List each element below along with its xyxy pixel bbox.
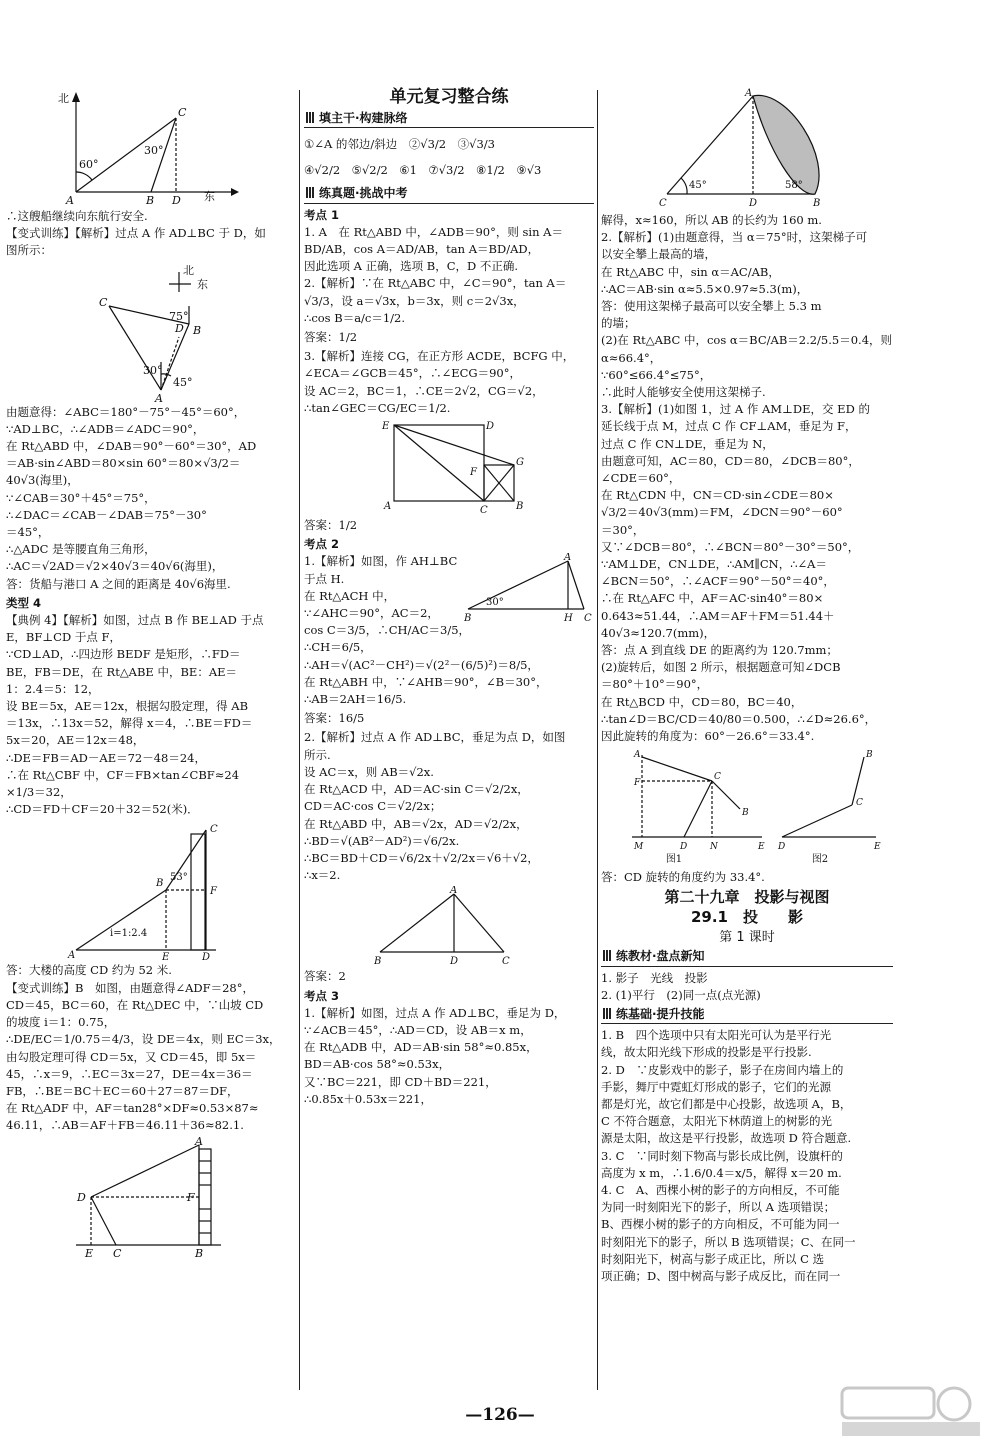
svg-text:D: D (680, 842, 688, 853)
text-line: √3/3，设 a＝√3x，b＝3x，则 c＝2√3x， (304, 293, 525, 308)
text-line: 40√3(海里)， (6, 473, 79, 488)
text-line: 3.【解析】(1)如图 1，过 A 作 AM⊥DE，交 ED 的 (601, 402, 870, 417)
text-line: 46.11，∴AB＝AF＋FB＝46.11＋36≈82.1. (6, 1118, 244, 1133)
svg-text:D: D (77, 1190, 86, 1204)
text-line: 都是灯光，故它们都是中心投影，故选项 A，B， (601, 1096, 852, 1111)
text-line: 在 Rt△ADB 中，AD＝AB·sin 58°≈0.85x， (304, 1040, 538, 1055)
svg-text:M: M (634, 842, 644, 853)
text-line: ＝80°＋10°＝90°， (601, 677, 709, 692)
answer-line: 答案：16/5 (304, 711, 365, 726)
text-line: 在 Rt△ABD 中，∠DAB＝90°－60°＝30°，AD (6, 439, 257, 454)
text-line: 项正确；D、图中树高与影子成反比，而在同一 (601, 1268, 841, 1283)
svg-text:F: F (210, 886, 217, 898)
text-line: 【典例 4】【解析】如图，过点 B 作 BE⊥AD 于点 (6, 613, 264, 628)
text-line: 在 Rt△ABC 中，sin α＝AC/AB， (601, 264, 780, 279)
text-line: 答：CD 旋转的角度约为 33.4°. (601, 869, 765, 884)
svg-text:B: B (146, 194, 155, 206)
text-line: 又∵∠DCB＝80°，∴∠BCN＝80°－30°＝50°， (601, 539, 860, 554)
svg-text:C: C (659, 198, 667, 209)
svg-text:30°: 30° (143, 363, 163, 377)
section-bar-textbook: 练教材·盘点新知 (601, 948, 893, 966)
watermark-logo (836, 1382, 986, 1440)
text-line: BD/AB，cos A＝AD/AB，tan A＝BD/AD， (304, 242, 540, 257)
lesson-title: 第 1 课时 (719, 930, 775, 946)
svg-text:A: A (450, 886, 458, 897)
text-line: 1：2.4＝5：12， (6, 681, 100, 696)
svg-text:N: N (710, 842, 718, 853)
svg-text:D: D (175, 321, 184, 335)
text-line: ＝13x，∴13x＝52，解得 x＝4，∴BE＝FD＝ (6, 716, 253, 731)
text-line: 于点 H. (304, 571, 345, 586)
text-line: ∴BC＝BD＋CD＝√6/2x＋√2/2x＝√6＋√2， (304, 850, 539, 865)
text-line: 由题意得：∠ABC＝180°－75°－45°＝60°， (6, 404, 246, 419)
text-line: ∴∠DAC＝∠CAB－∠DAB＝75°－30° (6, 507, 207, 522)
figure-triangle-abc (374, 886, 524, 966)
text-line: 在 Rt△ACD 中，AD＝AC·sin C＝√2/2x， (304, 782, 529, 797)
text-line: C 不符合题意，太阳光下林荫道上的树影的光 (601, 1114, 832, 1129)
text-line: 延长线于点 M，过点 C 作 CF⊥AM，垂足为 F， (601, 419, 857, 434)
text-line: ∴x＝2. (304, 868, 341, 883)
text-line: BD＝AB·cos 58°≈0.53x， (304, 1057, 451, 1072)
text-line: 因此旋转的角度为：60°－26.6°＝33.4°. (601, 729, 815, 744)
text-line: FB，∴BE＝BC＋EC＝60＋27＝87＝DF， (6, 1083, 239, 1098)
svg-text:53°: 53° (170, 872, 188, 884)
text-line: ∴BD＝√(AB²－AD²)＝√6/2x. (304, 833, 460, 848)
svg-text:B: B (156, 878, 164, 890)
figure-lake-triangle (657, 88, 837, 210)
text-line: 源是太阳，故这是平行投影，故选项 D 符合题意. (601, 1131, 852, 1146)
svg-text:B: B (813, 198, 821, 209)
figure-ship-east (56, 88, 246, 206)
text-line: 2.【解析】(1)由题意得，当 α＝75°时，这架梯子可 (601, 230, 868, 245)
text-line: ×1/3＝32， (6, 785, 72, 800)
text-line: 的墙； (601, 316, 636, 331)
svg-text:F: F (470, 467, 477, 479)
text-line: ＝30°， (601, 522, 645, 537)
text-line: 答：货船与港口 A 之间的距离是 40√6海里. (6, 576, 231, 591)
text-line: CD＝AC·cos C＝√2/2x； (304, 799, 442, 814)
text-line: 40√3≈120.7(mm)， (601, 625, 716, 640)
kaodian-heading: 考点 3 (304, 988, 340, 1003)
text-line: 过点 C 作 CN⊥DE，垂足为 N， (601, 436, 774, 451)
text-line: 时刻阳光下的影子，所以 B 选项错误；C、在同一 (601, 1234, 856, 1249)
svg-text:北: 北 (58, 92, 69, 105)
svg-text:B: B (516, 501, 524, 513)
text-line: ∵CD⊥AD，∴四边形 BEDF 是矩形，∴FD＝ (6, 647, 241, 662)
svg-text:D: D (450, 956, 459, 967)
svg-text:30°: 30° (486, 597, 504, 609)
column-divider-right (597, 90, 598, 1390)
svg-text:C: C (502, 956, 510, 967)
text-line: 高度为 x m，∴1.6/0.4＝x/5，解得 x＝20 m. (601, 1165, 842, 1180)
svg-text:D: D (749, 198, 758, 209)
svg-text:C: C (714, 772, 721, 783)
text-line: α≈66.4°， (601, 350, 662, 365)
svg-text:F: F (187, 1190, 195, 1204)
text-line: 【变式训练】【解析】过点 A 作 AD⊥BC 于 D，如 (6, 226, 266, 241)
text-line: 由题意可知，AC＝80，CD＝80，∠DCB＝80°， (601, 453, 860, 468)
text-line: ∴在 Rt△AFC 中，AF＝AC·sin40°＝80× (601, 591, 824, 606)
figure-compass-triangle (51, 262, 251, 402)
text-line: BE，FB＝DE，在 Rt△ABE 中，BE：AE＝ (6, 664, 238, 679)
type-heading: 类型 4 (6, 595, 42, 610)
svg-text:A: A (66, 194, 74, 206)
svg-text:B: B (866, 750, 873, 761)
text-line: ∴CD＝FD＋CF＝20＋32＝52(米)． (6, 802, 199, 817)
text-line: 2.【解析】过点 A 作 AD⊥BC，垂足为点 D，如图 (304, 730, 566, 745)
figure2-caption: 图2 (811, 854, 829, 866)
text-line: 2.【解析】∵在 Rt△ABC 中，∠C＝90°，tan A＝ (304, 276, 567, 291)
svg-text:东: 东 (204, 190, 215, 203)
text-line: ＝45°， (6, 525, 50, 540)
text-line: 设 AC＝x，则 AB＝√2x. (304, 764, 434, 779)
text-line: ∠CDE＝60°， (601, 471, 681, 486)
answer-line: 答案：2 (304, 969, 346, 984)
svg-text:D: D (778, 842, 786, 853)
kaodian-heading: 考点 1 (304, 207, 340, 222)
text-line: 线，故太阳光线下形成的投影是平行投影. (601, 1045, 812, 1060)
text-line: ∴DE/EC＝1/0.75＝4/3，设 DE＝4x，则 EC＝3x， (6, 1032, 281, 1047)
svg-text:B: B (742, 808, 749, 819)
text-line: ∴此时人能够安全使用这架梯子. (601, 385, 766, 400)
text-line: 在 Rt△CDN 中，CN＝CD·sin∠CDE＝80× (601, 488, 834, 503)
text-line: 答：大楼的高度 CD 约为 52 米. (6, 963, 172, 978)
text-line: ∴cos B＝a/c＝1/2. (304, 310, 406, 325)
svg-text:E: E (874, 842, 881, 853)
text-line: 1. A 在 Rt△ABD 中，∠ADB＝90°，则 sin A＝ (304, 224, 563, 239)
text-line: 因此选项 A 正确，选项 B，C，D 不正确. (304, 259, 519, 274)
text-line: cos C＝3/5，∴CH/AC＝3/5， (304, 623, 471, 638)
text-line: ∵AD⊥BC，∴∠ADB＝∠ADC＝90°， (6, 421, 205, 436)
text-line: ∴这艘船继续向东航行安全. (6, 209, 148, 223)
text-line: (2)旋转后，如图 2 所示，根据题意可知∠DCB (601, 660, 841, 675)
text-line: 以安全攀上最高的墙， (601, 247, 716, 262)
text-line: 4. C A、西棵小树的影子的方向相反，不可能 (601, 1182, 840, 1197)
text-line: ∴△ADC 是等腰直角三角形， (6, 542, 156, 557)
text-line: ∵AM⊥DE，CN⊥DE，∴AM∥CN，∴∠A＝ (601, 557, 827, 572)
text-line: 为同一时刻阳光下的影子，所以 A 选项错误； (601, 1200, 836, 1215)
svg-text:A: A (384, 501, 392, 513)
svg-text:45°: 45° (173, 375, 193, 389)
text-line: CD＝45，BC＝60，在 Rt△DEC 中，∵山坡 CD (6, 997, 264, 1012)
svg-text:A: A (195, 1136, 203, 1148)
svg-text:C: C (178, 106, 187, 119)
text-line: 3.【解析】连接 CG，在正方形 ACDE，BCFG 中， (304, 349, 575, 364)
text-line: 时刻阳光下，树高与影子成正比，所以 C 选 (601, 1251, 825, 1266)
svg-text:B: B (195, 1246, 204, 1257)
figure-building-slope (66, 820, 236, 960)
text-line: 解得，x≈160，所以 AB 的长约为 160 m. (601, 213, 822, 227)
svg-text:B: B (374, 956, 382, 967)
figure-triangle-30 (464, 553, 594, 623)
section-bar-basics: 练基础·提升技能 (601, 1006, 893, 1024)
text-line: 图所示： (6, 243, 52, 258)
svg-text:北: 北 (183, 263, 194, 277)
text-line: ∴AC＝AB·sin α≈5.5×0.97≈5.3(m)， (601, 281, 809, 296)
svg-text:H: H (564, 613, 573, 624)
text-line: 1. B 四个选项中只有太阳光可认为是平行光 (601, 1028, 832, 1043)
text-line: 在 Rt△ACH 中， (304, 588, 396, 603)
svg-text:58°: 58° (785, 180, 803, 191)
text-line: ∠ECA＝∠GCB＝45°，∴∠ECG＝90°， (304, 366, 521, 381)
figure1-caption: 图1 (665, 854, 683, 866)
text-line: 的坡度 i＝1：0.75， (6, 1015, 116, 1030)
text-line: 2. D ∵皮影戏中的影子，影子在房间内墙上的 (601, 1062, 844, 1077)
text-line: 【变式训练】B 如图，由题意得∠ADF＝28°， (6, 980, 254, 995)
chapter-title: 第二十九章 投影与视图 (664, 887, 830, 906)
column-divider-left (299, 90, 300, 1390)
unit-review-title: 单元复习整合练 (389, 87, 509, 107)
svg-text:B: B (193, 323, 202, 337)
text-line: √3/2＝40√3(mm)＝FM，∠DCN＝90°－60° (601, 505, 843, 520)
figure-two-squares (374, 419, 524, 515)
svg-text:F: F (634, 778, 641, 789)
text-line: 在 Rt△ABH 中，∵∠AHB＝90°，∠B＝30°， (304, 674, 548, 689)
text-line: E，BF⊥CD 于点 F， (6, 630, 121, 645)
svg-text:C: C (856, 798, 863, 809)
svg-text:C: C (210, 824, 218, 836)
text-line: ∠BCN＝50°，∴∠ACF＝90°－50°＝40°， (601, 574, 835, 589)
svg-text:A: A (564, 553, 572, 564)
text-line: ∴tan∠D＝BC/CD＝40/80＝0.500，∴∠D≈26.6°， (601, 711, 877, 726)
text-line: 0.643≈51.44，∴AM＝AF＋FM＝51.44＋ (601, 608, 835, 623)
svg-text:E: E (382, 421, 390, 433)
text-line: 2. (1)平行 (2)同一点(点光源) (601, 987, 761, 1002)
svg-text:E: E (758, 842, 765, 853)
answer-line: 答案：1/2 (304, 518, 358, 533)
text-line: 设 BE＝5x，AE＝12x，根据勾股定理，得 AB (6, 699, 249, 714)
text-line: 由勾股定理可得 CD＝5x，又 CD＝45，即 5x＝ (6, 1049, 257, 1064)
svg-text:东: 东 (197, 277, 208, 291)
svg-text:E: E (162, 952, 170, 961)
section-bar-main-structure: 填主干·构建脉络 (304, 110, 594, 128)
text-line: ∴在 Rt△CBF 中，CF＝FB×tan∠CBF≈24 (6, 767, 240, 782)
text-line: 手影，舞厅中霓虹灯形成的影子，它们的光源 (601, 1079, 831, 1094)
text-line: (2)在 Rt△ABC 中，cos α＝BC/AB＝2.2/5.5＝0.4，则 (601, 333, 893, 348)
text-line: 5x＝20，AE＝12x＝48， (6, 733, 145, 748)
text-line: 答：使用这架梯子最高可以安全攀上 5.3 m (601, 299, 822, 314)
svg-text:30°: 30° (144, 144, 164, 157)
column-left (6, 86, 296, 1259)
text-line: 1.【解析】如图，过点 A 作 AD⊥BC，垂足为 D， (304, 1005, 566, 1020)
column-middle (304, 86, 594, 1108)
text-line: 所示. (304, 747, 331, 762)
svg-text:B: B (464, 613, 472, 624)
section-title: 29.1 投 影 (690, 907, 803, 926)
text-line: 1.【解析】如图，作 AH⊥BC (304, 554, 458, 569)
kaodian-heading: 考点 2 (304, 537, 340, 552)
svg-text:C: C (480, 505, 488, 516)
svg-text:A: A (155, 391, 163, 402)
column-right (601, 86, 893, 1285)
svg-text:A: A (745, 88, 753, 99)
text-line: ∴0.85x＋0.53x＝221， (304, 1091, 432, 1106)
text-line: 在 Rt△ABD 中，AB＝√2x，AD＝√2/2x， (304, 816, 528, 831)
text-line: ∴AB＝2AH＝16/5. (304, 692, 407, 707)
text-line: ∴AH＝√(AC²－CH²)＝√(2²－(6/5)²)＝8/5， (304, 657, 539, 672)
text-line: 45，∴x＝9，∴EC＝3x＝27，DE＝4x＝36＝ (6, 1066, 253, 1081)
text-line: 1. 影子 光线 投影 (601, 970, 708, 985)
svg-text:60°: 60° (79, 158, 99, 171)
text-line: ∵60°≤66.4°≤75°， (601, 367, 712, 382)
text-line: 答：点 A 到直线 DE 的距离约为 120.7mm； (601, 643, 838, 658)
svg-text:45°: 45° (689, 180, 707, 191)
text-line: ∵∠CAB＝30°＋45°＝75°， (6, 490, 156, 505)
text-line: 设 AC＝2，BC＝1，∴CE＝2√2，CG＝√2， (304, 383, 544, 398)
svg-text:75°: 75° (169, 309, 189, 323)
answer-line: 答案：1/2 (304, 330, 358, 345)
fill-answers-row1: ①∠A 的邻边/斜边 ②√3/2 ③√3/3 (304, 137, 495, 152)
text-line: ∵∠AHC＝90°，AC＝2， (304, 606, 439, 621)
text-line: ∴AC＝√2AD＝√2×40√3＝40√6(海里)， (6, 559, 224, 574)
svg-text:D: D (486, 421, 495, 433)
page-number: —126— (465, 1405, 535, 1425)
svg-text:E: E (85, 1246, 94, 1257)
svg-text:A: A (634, 750, 641, 761)
figure-lamp-rotation (612, 747, 882, 857)
svg-text:C: C (99, 295, 108, 309)
section-bar-exam-practice: 练真题·挑战中考 (304, 185, 594, 203)
svg-text:D: D (202, 952, 211, 961)
text-line: ＝AB·sin∠ABD＝80×sin 60°＝80×√3/2＝ (6, 456, 241, 471)
svg-text:G: G (516, 457, 524, 469)
text-line: ∵∠ACB＝45°，∴AD＝CD，设 AB＝x m， (304, 1022, 532, 1037)
svg-text:D: D (172, 194, 181, 206)
figure-hill-tower (71, 1137, 231, 1257)
text-line: B、西棵小树的影子的方向相反，不可能为同一 (601, 1217, 840, 1232)
text-line: 在 Rt△BCD 中，CD＝80，BC＝40， (601, 694, 803, 709)
svg-text:C: C (584, 613, 592, 624)
text-line: ∴tan∠GEC＝CG/EC＝1/2. (304, 400, 451, 415)
text-line: 又∵BC＝221，即 CD＋BD＝221， (304, 1074, 497, 1089)
svg-text:i=1:2.4: i=1:2.4 (110, 928, 148, 940)
text-line: ∴DE＝FB＝AD－AE＝72－48＝24， (6, 750, 206, 765)
svg-text:C: C (113, 1246, 122, 1257)
text-line: ∴CH＝6/5， (304, 640, 372, 655)
text-line: 在 Rt△ADF 中，AF＝tan28°×DF≈0.53×87≈ (6, 1101, 259, 1116)
text-line: 3. C ∵同时刻下物高与影长成比例，设旗杆的 (601, 1148, 843, 1163)
fill-answers-row2: ④√2/2 ⑤√2/2 ⑥1 ⑦√3/2 ⑧1/2 ⑨√3 (304, 163, 542, 178)
svg-text:A: A (68, 950, 76, 961)
